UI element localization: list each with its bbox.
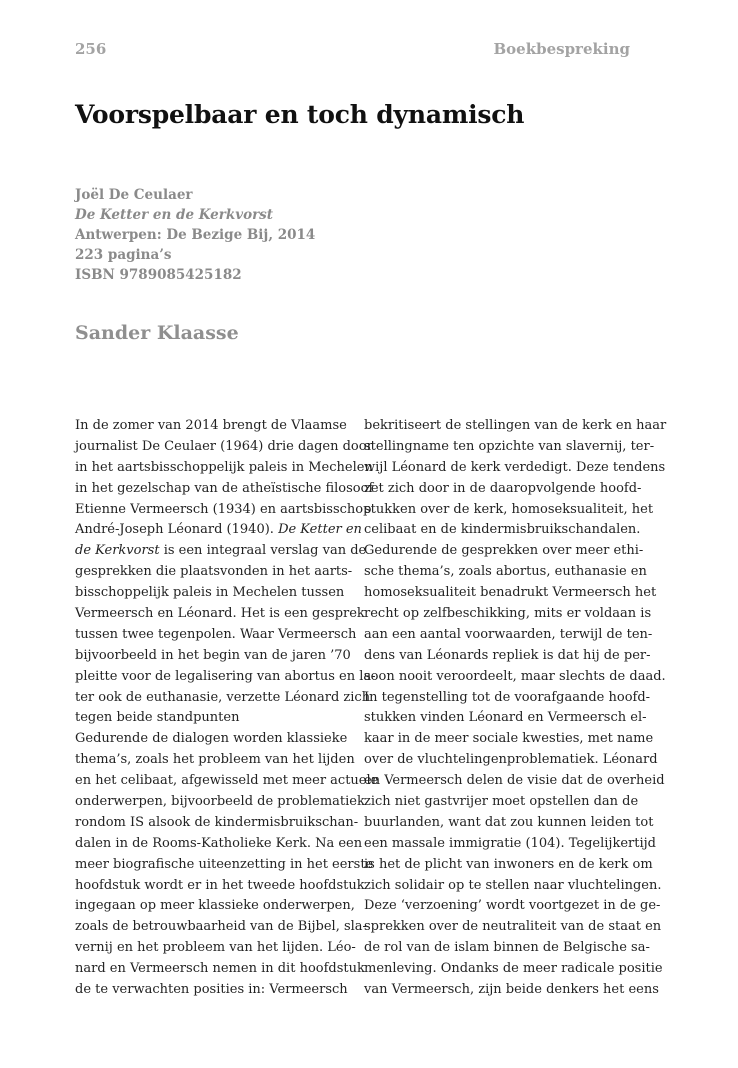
section-header: Boekbespreking — [493, 40, 630, 58]
text-line: journalist De Ceulaer (1964) drie dagen door — [75, 438, 373, 454]
text-line: dalen in de Rooms-Katholieke Kerk. Na een — [75, 835, 363, 851]
text-line: vernij en het probleem van het lijden. Léo- — [75, 940, 356, 956]
review-title: Voorspelbaar en toch dynamisch — [75, 100, 525, 129]
text-line: pleitte voor de legalisering van abortus en la- — [75, 668, 376, 684]
text-line: Gedurende de dialogen worden klassieke — [75, 731, 348, 747]
text-line: In tegenstelling tot de voorafgaande hoofd- — [364, 689, 651, 705]
text-line: nard en Vermeersch nemen in dit hoofdstuk — [75, 961, 365, 977]
text-line: de te verwachten posities in: Vermeersch — [75, 982, 348, 998]
text-line: in het gezelschap van de atheïstische filosoof — [75, 480, 374, 496]
text-line: tegen beide standpunten — [75, 710, 240, 726]
book-pages: 223 pagina’s — [75, 247, 172, 263]
italic-book-title: De Ketter en — [278, 522, 362, 538]
text-line: sche thema’s, zoals abortus, euthanasie en — [364, 564, 647, 580]
text-line: Vermeersch en Léonard. Het is een gesprek — [75, 606, 365, 622]
text-line: In de zomer van 2014 brengt de Vlaamse — [75, 418, 347, 433]
text-line: stellingname ten opzichte van slavernij, ter- — [364, 438, 655, 454]
text-line: wijl Léonard de kerk verdedigt. Deze tendens — [364, 459, 666, 475]
text-line: stukken vinden Léonard en Vermeersch el- — [364, 710, 647, 726]
text-line: Deze ‘verzoening’ wordt voortgezet in de ge- — [364, 898, 661, 914]
book-isbn: ISBN 9789085425182 — [75, 267, 242, 283]
text-line: Gedurende de gesprekken over meer ethi- — [364, 543, 644, 559]
text-line: zoals de betrouwbaarheid van de Bijbel, sla- — [75, 919, 367, 935]
text-line: bijvoorbeeld in het begin van de jaren ’70 — [75, 647, 351, 663]
book-author: Joël De Ceulaer — [75, 187, 193, 203]
text-line: recht op zelfbeschikking, mits er voldaan is — [364, 606, 652, 622]
text-line: bisschoppelijk paleis in Mechelen tussen — [75, 585, 345, 601]
text-line: thema’s, zoals het probleem van het lijden — [75, 752, 355, 768]
text-line: soon nooit veroordeelt, maar slechts de daad. — [364, 668, 666, 684]
text-segment: is een integraal verslag van de — [159, 543, 367, 559]
text-line: van Vermeersch, zijn beide denkers het eens — [364, 982, 659, 998]
text-line: aan een aantal voorwaarden, terwijl de ten- — [364, 626, 653, 642]
page-number: 256 — [75, 40, 107, 58]
text-line — [75, 541, 367, 562]
text-line: kaar in de meer sociale kwesties, met name — [364, 731, 654, 747]
text-line: Etienne Vermeersch (1934) en aartsbisschop — [75, 501, 372, 517]
text-line: hoofdstuk wordt er in het tweede hoofdstuk — [75, 877, 365, 893]
text-line: zich niet gastvrijer moet opstellen dan de — [364, 794, 639, 810]
text-line: buurlanden, want dat zou kunnen leiden tot — [364, 814, 654, 830]
text-line: ingegaan op meer klassieke onderwerpen, — [75, 898, 355, 914]
text-line: meer biografische uiteenzetting in het eerste — [75, 856, 374, 872]
text-line: homoseksualiteit benadrukt Vermeersch het — [364, 585, 657, 601]
text-line — [75, 520, 362, 541]
text-line: rondom IS alsook de kindermisbruikschan- — [75, 814, 359, 830]
text-line: tussen twee tegenpolen. Waar Vermeersch — [75, 626, 357, 642]
body-column-left — [75, 416, 379, 1001]
text-line: dens van Léonards repliek is dat hij de per- — [364, 647, 651, 663]
text-line: zich solidair op te stellen naar vluchtelingen. — [364, 877, 662, 893]
text-line: celibaat en de kindermisbruikschandalen. — [364, 522, 641, 538]
book-title: De Ketter en de Kerkvorst — [75, 207, 274, 223]
text-line: een massale immigratie (104). Tegelijkertijd — [364, 835, 656, 851]
text-line: stukken over de kerk, homoseksualiteit, het — [364, 501, 654, 517]
text-line: sprekken over de neutraliteit van de staat en — [364, 919, 662, 935]
text-line: de rol van de islam binnen de Belgische sa- — [364, 940, 650, 956]
body-column-right — [364, 416, 667, 1001]
text-line: gesprekken die plaatsvonden in het aarts- — [75, 564, 353, 580]
text-line: is het de plicht van inwoners en de kerk om — [364, 856, 653, 872]
text-line: en het celibaat, afgewisseld met meer actuele — [75, 773, 379, 789]
text-segment: André-Joseph Léonard (1940). — [75, 522, 279, 538]
text-line: menleving. Ondanks de meer radicale positie — [364, 961, 663, 977]
reviewer-name: Sander Klaasse — [75, 322, 239, 344]
book-details — [75, 185, 315, 285]
text-line: onderwerpen, bijvoorbeeld de problematiek — [75, 794, 365, 810]
italic-book-title: de Kerkvorst — [75, 543, 160, 559]
text-line: bekritiseert de stellingen van de kerk en haar — [364, 418, 667, 433]
text-line: ter ook de euthanasie, verzette Léonard zich — [75, 689, 371, 705]
text-line: en Vermeersch delen de visie dat de overheid — [364, 773, 665, 789]
text-line: in het aartsbisschoppelijk paleis in Mechelen — [75, 459, 373, 475]
text-line: zet zich door in de daaropvolgende hoofd- — [364, 480, 642, 496]
text-line: over de vluchtelingenproblematiek. Léonard — [364, 752, 658, 768]
book-publisher: Antwerpen: De Bezige Bij, 2014 — [75, 227, 316, 243]
